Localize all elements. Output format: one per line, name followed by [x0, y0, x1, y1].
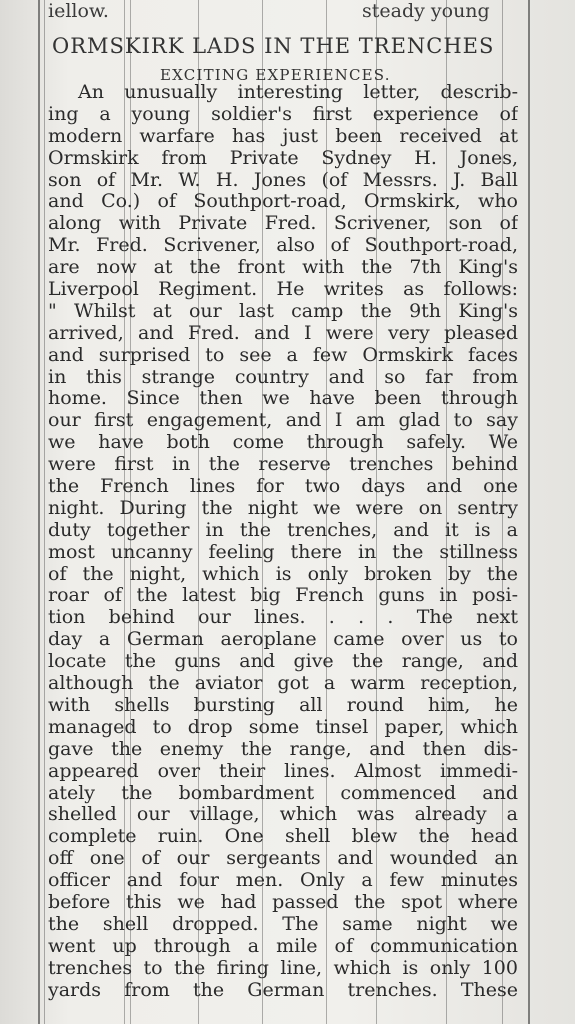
scan-line [446, 0, 447, 1024]
article-line: appeared over their lines. Almost immedi- [48, 760, 518, 782]
article-line: the French lines for two days and one [48, 476, 518, 498]
scan-line [198, 0, 199, 1024]
article-line: off one of our sergeants and wounded an [48, 848, 518, 870]
article-line: with shells bursting all round him, he [48, 694, 518, 716]
article-line: most uncanny feeling there in the stillness [48, 541, 518, 563]
article-line: modern warfare has just been received at [48, 125, 518, 147]
article-line: trenches to the firing line, which is only 100 [48, 957, 518, 979]
article-line: although the aviator got a warm reception, [48, 673, 518, 695]
article-line: in this strange country and so far from [48, 366, 518, 388]
article-line: went up through a mile of communication [48, 935, 518, 957]
article-line: gave the enemy the range, and then dis- [48, 738, 518, 760]
article-line: home. Since then we have been through [48, 388, 518, 410]
scan-line [262, 0, 263, 1024]
article-line: we have both come through safely. We [48, 432, 518, 454]
scan-line [130, 0, 131, 1024]
column-rule-right [528, 0, 530, 1024]
article-headline: ORMSKIRK LADS IN THE TRENCHES [52, 34, 495, 58]
article-line: " Whilst at our last camp the 9th King's [48, 300, 518, 322]
top-right-fragment: steady young [362, 0, 490, 22]
article-line: Ormskirk from Private Sydney H. Jones, [48, 147, 518, 169]
article-line: locate the guns and give the range, and [48, 651, 518, 673]
article-line: and Co.) of Southport-road, Ormskirk, who [48, 191, 518, 213]
article-line: complete ruin. One shell blew the head [48, 826, 518, 848]
article-line: managed to drop some tinsel paper, which [48, 716, 518, 738]
article-line: arrived, and Fred. and I were very pleased [48, 322, 518, 344]
article-line: night. During the night we were on sentry [48, 497, 518, 519]
column-rule-left-inner [44, 0, 45, 1024]
article-line: our first engagement, and I am glad to say [48, 410, 518, 432]
scan-line [326, 0, 327, 1024]
article-line: before this we had passed the spot where [48, 891, 518, 913]
article-line: were first in the reserve trenches behind [48, 454, 518, 476]
article-line: ately the bombardment commenced and [48, 782, 518, 804]
article-line: along with Private Fred. Scrivener, son of [48, 213, 518, 235]
article-line: Mr. Fred. Scrivener, also of Southport-road, [48, 235, 518, 257]
article-line: Liverpool Regiment. He writes as follows: [48, 279, 518, 301]
scan-line [376, 0, 377, 1024]
article-subheadline: EXCITING EXPERIENCES. [160, 66, 391, 84]
article-line: son of Mr. W. H. Jones (of Messrs. J. Ball [48, 169, 518, 191]
article-line: An unusually interesting letter, describ- [78, 82, 518, 103]
article-line: officer and four men. Only a few minutes [48, 870, 518, 892]
article-line: roar of the latest big French guns in posi- [48, 585, 518, 607]
article-line: the shell dropped. The same night we [48, 913, 518, 935]
article-body [48, 82, 518, 1001]
article-line: yards from the German trenches. These [48, 979, 518, 1001]
column-rule-left [38, 0, 40, 1024]
article-line: day a German aeroplane came over us to [48, 629, 518, 651]
article-line: of the night, which is only broken by the [48, 563, 518, 585]
scan-line [502, 0, 503, 1024]
top-left-fragment: iellow. [48, 0, 109, 22]
scan-line [124, 0, 125, 1024]
article-line: ing a young soldier's first experience of [48, 103, 518, 125]
article-line: duty together in the trenches, and it is a [48, 519, 518, 541]
article-line: and surprised to see a few Ormskirk faces [48, 344, 518, 366]
article-line: are now at the front with the 7th King's [48, 257, 518, 279]
article-line: tion behind our lines. . . . The next [48, 607, 518, 629]
article-line: shelled our village, which was already a [48, 804, 518, 826]
